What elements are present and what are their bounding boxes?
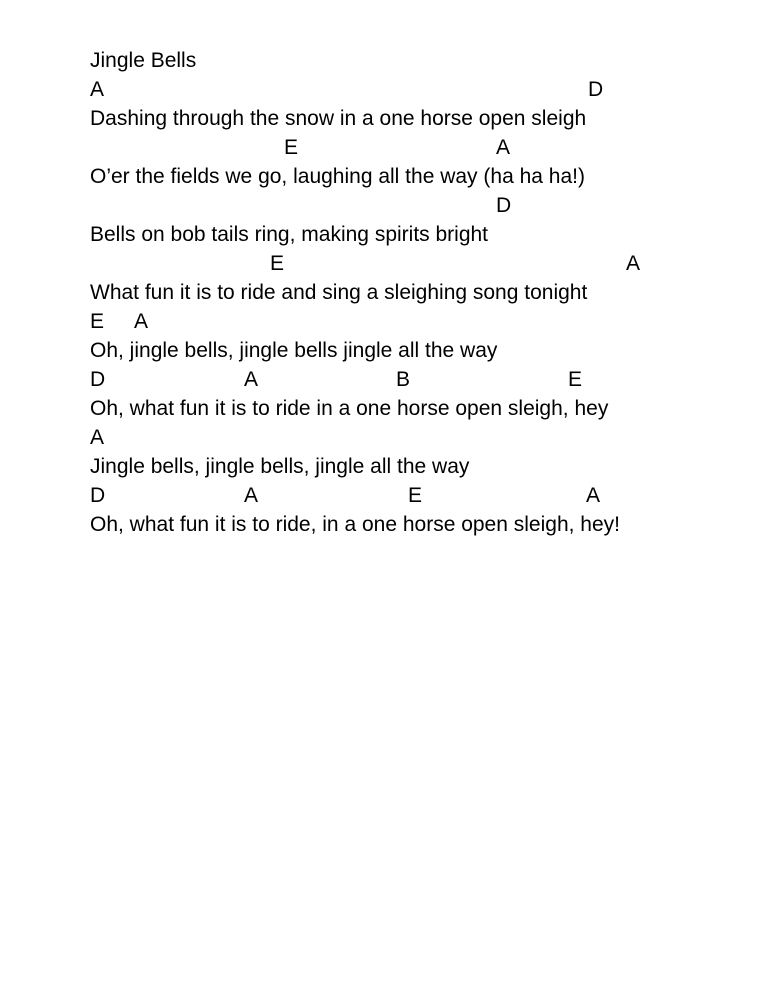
chord: E <box>284 136 299 159</box>
chord-line <box>90 307 750 336</box>
chord: D <box>90 484 106 507</box>
chord-line <box>90 249 750 278</box>
chord-line <box>90 75 750 104</box>
song-title: Jingle Bells <box>90 49 197 72</box>
chord: A <box>90 78 105 101</box>
lyric-line: Oh, jingle bells, jingle bells jingle all the way <box>90 339 498 362</box>
lyric-line: Jingle bells, jingle bells, jingle all the way <box>90 455 470 478</box>
lyric-line: Dashing through the snow in a one horse open sleigh <box>90 107 587 130</box>
chord: A <box>134 310 149 333</box>
chord-line <box>90 481 750 510</box>
chord: A <box>244 368 259 391</box>
chord-line <box>90 365 750 394</box>
chord: A <box>90 426 105 449</box>
chord: D <box>588 78 604 101</box>
chord: E <box>408 484 423 507</box>
lyric-line: Oh, what fun it is to ride in a one horse open sleigh, hey <box>90 397 609 420</box>
chord: E <box>270 252 285 275</box>
chord-line <box>90 191 750 220</box>
chord: E <box>568 368 583 391</box>
chord: D <box>90 368 106 391</box>
chord: B <box>396 368 411 391</box>
chord: A <box>626 252 641 275</box>
chord: A <box>586 484 601 507</box>
lyric-line: Oh, what fun it is to ride, in a one horse open sleigh, hey! <box>90 513 620 536</box>
chord-line <box>90 423 750 452</box>
chord-line <box>90 133 750 162</box>
lyric-line: Bells on bob tails ring, making spirits bright <box>90 223 489 246</box>
chord: D <box>496 194 512 217</box>
lyric-line: O’er the fields we go, laughing all the way (ha ha ha!) <box>90 165 585 188</box>
chord: A <box>496 136 511 159</box>
chord: A <box>244 484 259 507</box>
song-sheet <box>90 46 750 539</box>
lyric-line: What fun it is to ride and sing a sleighing song tonight <box>90 281 588 304</box>
chord: E <box>90 310 105 333</box>
